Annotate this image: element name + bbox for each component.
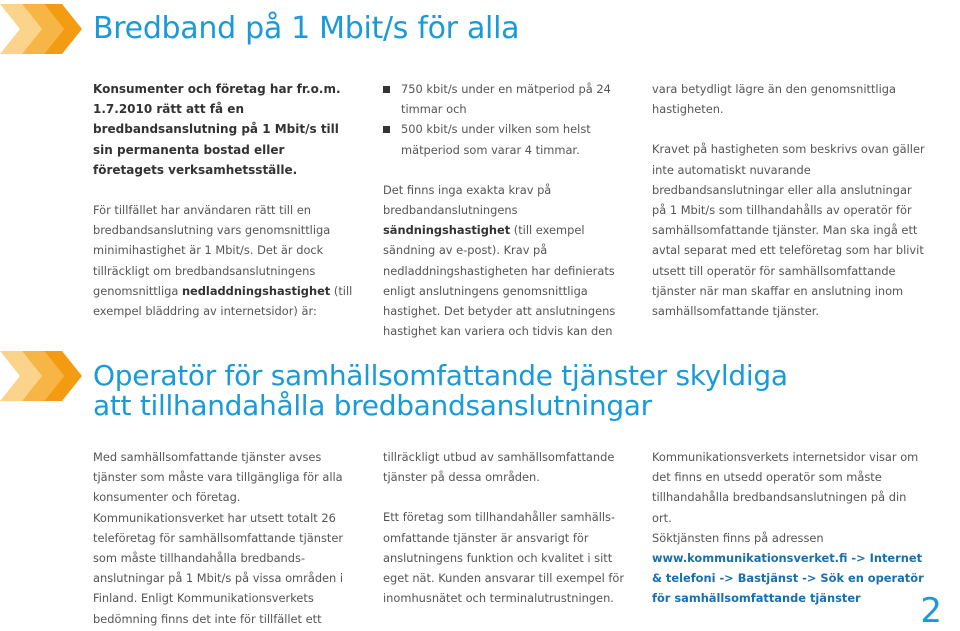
section2-column-2 xyxy=(383,447,633,608)
orange-arrow-icon xyxy=(0,347,85,405)
paragraph: Söktjänsten finns på adressen xyxy=(652,530,824,545)
list-item-text: 500 kbit/s under vilken som helst mätperiod som varar 4 timmar. xyxy=(401,122,591,157)
bullet-icon xyxy=(383,126,390,133)
paragraph xyxy=(93,200,355,321)
lead-paragraph: Konsumenter och företag har fr.o.m. 1.7.2010 rätt att få en bredbandsanslutning på 1 Mbit/s till sin permanenta bostad eller företagets verksamhetsställe. xyxy=(93,82,341,177)
heading-line: Operatör för samhällsomfattande tjänster skyldiga xyxy=(93,359,788,392)
list-item-text: 750 kbit/s under en mätperiod på 24 timmar och xyxy=(401,82,611,117)
text: För tillfället har användaren rätt till en bredbandsanslutning vars genomsnittliga minimihastighet är 1 Mbit/s. Det är dock tillräckligt om bredbandsanslutningens genomsnittliga xyxy=(93,203,331,298)
emphasis: sändningshastighet xyxy=(383,223,511,238)
page-number: 2 xyxy=(920,591,942,631)
text: (till exempel sändning av e-post). Krav på nedladdningshastigheten har definierats enligt anslutningens genomsnittliga hastighet. Det betyder att anslutningens hastighet kan variera och tidvis kan den xyxy=(383,223,616,339)
section2-column-1 xyxy=(93,447,361,629)
paragraph: tillräckligt utbud av samhällsomfattande tjänster på dessa områden. xyxy=(383,450,615,485)
text: (till exempel bläddring av internetsidor) är: xyxy=(93,283,353,319)
bullet-list xyxy=(383,79,633,160)
paragraph: Ett företag som tillhandahåller samhälls-omfattande tjänster är ansvarigt för anslutningens funktion och kvalitet i sitt eget nät. Kunden ansvarar till exempel för inomhusnätet och terminalutrustningen. xyxy=(383,510,625,606)
page-title: Bredband på 1 Mbit/s för alla xyxy=(93,11,520,46)
list-item xyxy=(383,79,633,119)
list-item xyxy=(383,119,633,159)
section1-column-3 xyxy=(652,79,927,321)
section2-column-3 xyxy=(652,447,927,609)
paragraph: Kravet på hastigheten som beskrivs ovan gäller inte automatiskt nuvarande bredbandsanslutningar eller alla anslutningar på 1 Mbit/s som tillhandahålls av operatör för samhällsomfattande tjänster. Man ska ingå ett avtal separat med ett teleföretag som har blivit utsett till operatör för samhällsomfattande tjänster när man skaffar en anslutning inom samhällsomfattande tjänster. xyxy=(652,142,925,319)
paragraph: Kommunikationsverkets internetsidor visar om det finns en utsedd operatör som måste tillhandahålla bredbandsanslutningen på din ort. xyxy=(652,450,919,525)
orange-arrow-icon xyxy=(0,0,85,58)
paragraph: vara betydligt lägre än den genomsnittliga hastigheten. xyxy=(652,82,896,117)
section1-column-1 xyxy=(93,79,355,321)
section-heading xyxy=(93,361,788,421)
web-address-link[interactable]: www.kommunikationsverket.fi -> Internet & telefoni -> Bastjänst -> Sök en operatör för samhällsomfattande tjänster xyxy=(652,551,924,606)
emphasis: nedladdningshastighet xyxy=(181,283,331,298)
text: Det finns inga exakta krav på bredbandanslutningens xyxy=(383,182,552,218)
section1-column-2 xyxy=(383,79,633,341)
paragraph xyxy=(383,180,633,342)
paragraph: Med samhällsomfattande tjänster avses tjänster som måste vara tillgängliga för alla konsumenter och företag. Kommunikationsverket har utsett totalt 26 teleföretag för samhällsomfattande tjänster som måste tillhandahålla bredbands-anslutningar på 1 Mbit/s på vissa områden i Finland. Enligt Kommunikationsverkets bedömning finns det inte för tillfället ett xyxy=(93,450,344,626)
bullet-icon xyxy=(383,86,390,93)
heading-line: att tillhandahålla bredbandsanslutningar xyxy=(93,389,652,422)
